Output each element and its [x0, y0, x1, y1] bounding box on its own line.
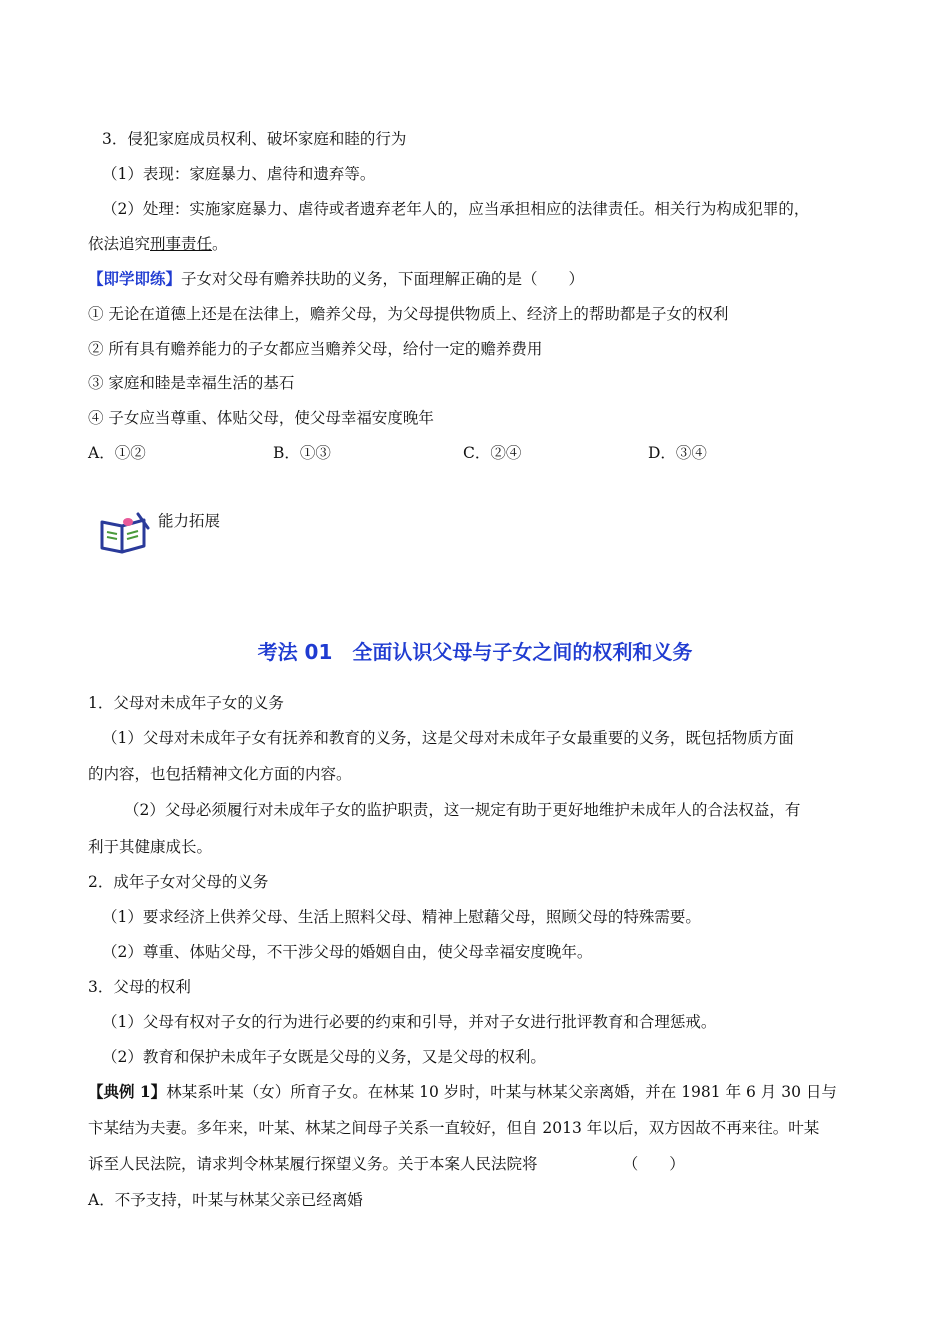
ability-extension-label: 能力拓展: [158, 512, 221, 530]
option-d: D．③④: [648, 444, 707, 462]
book-icon: [98, 512, 150, 556]
example-text-1: 林某系叶某（女）所育子女。在林某 10 岁时，叶某与林某父亲离婚，并在 1981 年 6 月 30 日与: [166, 1083, 837, 1101]
item-3-2-end: 。: [212, 235, 228, 253]
example-line-1: [88, 1081, 868, 1103]
duty-parents-1-line2: 的内容，也包括精神文化方面的内容。: [88, 765, 352, 783]
item-3-heading: 3．侵犯家庭成员权利、破坏家庭和睦的行为: [102, 130, 407, 148]
example-option-a: A．不予支持，叶某与林某父亲已经离婚: [88, 1191, 363, 1209]
parent-rights-1: （1）父母有权对子女的行为进行必要的约束和引导，并对子女进行批评教育和合理惩戒。: [102, 1013, 717, 1031]
duty-children-heading: 2．成年子女对父母的义务: [88, 873, 269, 891]
item-3-2-line1: （2）处理：实施家庭暴力、虐待或者遗弃老年人的，应当承担相应的法律责任。相关行为构成犯罪的，: [102, 200, 810, 218]
duty-parents-2-line2: 利于其健康成长。: [88, 838, 213, 856]
example-line-2: 卞某结为夫妻。多年来，叶某、林某之间母子关系一直较好，但自 2013 年以后，双方因故不再来往。叶某: [88, 1119, 820, 1137]
duty-children-1: （1）要求经济上供养父母、生活上照料父母、精神上慰藉父母，照顾父母的特殊需要。: [102, 908, 701, 926]
practice-tag: 【即学即练】: [88, 269, 182, 288]
statement-4: ④ 子女应当尊重、体贴父母，使父母幸福安度晚年: [88, 409, 434, 427]
statement-1: ① 无论在道德上还是在法律上，赡养父母，为父母提供物质上、经济上的帮助都是子女的权利: [88, 305, 729, 323]
item-3-2-text: 依法追究: [88, 235, 151, 253]
option-b: B．①③: [273, 444, 331, 462]
practice-question-text: 子女对父母有赡养扶助的义务，下面理解正确的是（ ）: [181, 270, 585, 288]
example-line-3: 诉至人民法院，请求判令林某履行探望义务。关于本案人民法院将 （ ）: [88, 1155, 685, 1173]
duty-parents-2-line1: （2）父母必须履行对未成年子女的监护职责，这一规定有助于更好地维护未成年人的合法权益，有: [124, 801, 801, 819]
item-3-1: （1）表现：家庭暴力、虐待和遗弃等。: [102, 165, 376, 183]
parent-rights-heading: 3．父母的权利: [88, 978, 191, 996]
statement-2: ② 所有具有赡养能力的子女都应当赡养父母，给付一定的赡养费用: [88, 340, 543, 358]
duty-parents-1-line1: （1）父母对未成年子女有抚养和教育的义务，这是父母对未成年子女最重要的义务，既包括物质方面: [102, 729, 794, 747]
duty-children-2: （2）尊重、体贴父母，不干涉父母的婚姻自由，使父母幸福安度晚年。: [102, 943, 593, 961]
option-a: A．①②: [88, 444, 146, 462]
example-tag: 【典例 1】: [88, 1082, 167, 1101]
parent-rights-2: （2）教育和保护未成年子女既是父母的义务，又是父母的权利。: [102, 1048, 546, 1066]
item-3-2-line2: [88, 233, 868, 255]
duty-parents-heading: 1．父母对未成年子女的义务: [88, 694, 284, 712]
section-title: 考法 01 全面认识父母与子女之间的权利和义务: [257, 640, 693, 664]
practice-question: [88, 268, 868, 290]
statement-3: ③ 家庭和睦是幸福生活的基石: [88, 374, 295, 392]
criminal-liability-term: 刑事责任: [150, 235, 213, 253]
answer-options: [88, 441, 868, 463]
option-c: C．②④: [463, 444, 522, 462]
